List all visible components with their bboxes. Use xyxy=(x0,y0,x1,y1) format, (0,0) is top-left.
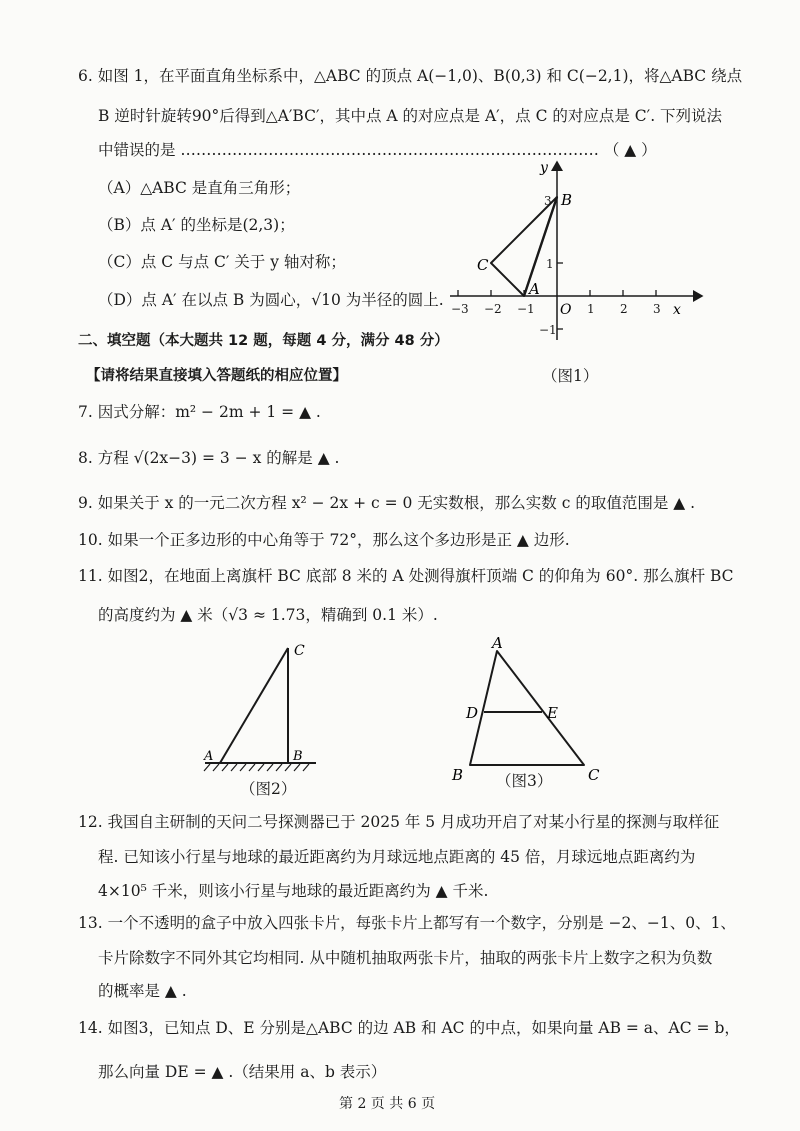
point-b-label: B xyxy=(293,749,303,764)
point-c-label: C xyxy=(294,643,305,659)
x-tick-label: −2 xyxy=(484,302,502,316)
q6-option-a: （A）△ABC 是直角三角形； xyxy=(98,179,301,197)
section-title: 二、填空题（本大题共 12 题，每题 4 分，满分 48 分） xyxy=(78,333,449,349)
triangle-abc xyxy=(491,197,557,296)
figure-2-flagpole xyxy=(190,636,330,776)
y-axis-label: y xyxy=(540,160,548,176)
q14-line1: 14. 如图3，已知点 D、E 分别是△ABC 的边 AB 和 AC 的中点，如果向量 AB = a、AC = b， xyxy=(78,1019,740,1037)
point-e-label: E xyxy=(547,704,558,722)
point-d-label: D xyxy=(466,704,479,722)
q6-line1: 6. 如图 1，在平面直角坐标系中，△ABC 的顶点 A(−1,0)、B(0,3) 和 C(−2,1)，将△ABC 绕点 xyxy=(78,67,743,85)
q11-line2: 的高度约为 ▲ 米（√3 ≈ 1.73，精确到 0.1 米）. xyxy=(98,606,438,624)
q13-line1: 13. 一个不透明的盒子中放入四张卡片，每张卡片上都写有一个数字，分别是 −2、−1、0、1、 xyxy=(78,914,736,932)
x-tick-label: 2 xyxy=(620,302,628,316)
figure-3-caption: （图3） xyxy=(496,772,553,790)
figure-3-triangle xyxy=(440,634,610,784)
q7: 7. 因式分解：m² − 2m + 1 = ▲ . xyxy=(78,403,321,421)
triangle-abc xyxy=(470,651,584,765)
q8: 8. 方程 √(2x−3) = 3 − x 的解是 ▲ . xyxy=(78,449,340,467)
point-a-label: A xyxy=(492,634,503,652)
q6-option-b: （B）点 A′ 的坐标是(2,3)； xyxy=(98,216,295,234)
q6-line3: 中错误的是 ……………………………………………………………………… （ ▲ ） xyxy=(98,141,657,159)
q6-option-c: （C）点 C 与点 C′ 关于 y 轴对称； xyxy=(98,253,346,271)
x-axis-label: x xyxy=(673,302,681,318)
q12-line2: 程. 已知该小行星与地球的最近距离约为月球远地点距离的 45 倍，月球远地点距离约为 xyxy=(98,848,696,866)
q10: 10. 如果一个正多边形的中心角等于 72°，那么这个多边形是正 ▲ 边形. xyxy=(78,531,570,549)
q9: 9. 如果关于 x 的一元二次方程 x² − 2x + c = 0 无实数根，那么实数 c 的取值范围是 ▲ . xyxy=(78,494,696,512)
q6-line2: B 逆时针旋转90°后得到△A′BC′，其中点 A 的对应点是 A′，点 C 的对应点是 C′. 下列说法 xyxy=(98,107,723,125)
q13-line3: 的概率是 ▲ . xyxy=(98,982,187,1000)
point-b-label: B xyxy=(561,191,573,209)
x-tick-label: −3 xyxy=(451,302,469,316)
y-tick-label: 3 xyxy=(544,194,552,208)
q14-line2: 那么向量 DE = ▲ .（结果用 a、b 表示） xyxy=(98,1063,387,1081)
q13-line2: 卡片除数字不同外其它均相同. 从中随机抽取两张卡片，抽取的两张卡片上数字之积为负数 xyxy=(98,949,713,967)
figure-2-caption: （图2） xyxy=(240,780,297,798)
figure-1-caption: （图1） xyxy=(542,367,599,385)
point-a-label: A xyxy=(204,749,214,764)
point-c-label: C xyxy=(477,256,489,274)
figure-1-coordinate-plane xyxy=(440,150,710,390)
y-tick-label: −1 xyxy=(539,323,557,337)
x-tick-label: −1 xyxy=(517,302,535,316)
x-tick-label: 1 xyxy=(587,302,595,316)
page-footer: 第 2 页 共 6 页 xyxy=(339,1096,436,1112)
x-tick-label: 3 xyxy=(653,302,661,316)
origin-label: O xyxy=(560,302,572,318)
q12-line1: 12. 我国自主研制的天问二号探测器已于 2025 年 5 月成功开启了对某小行星的探测与取样征 xyxy=(78,813,720,831)
point-c-label: C xyxy=(588,766,600,784)
section-note: 【请将结果直接填入答题纸的相应位置】 xyxy=(86,368,347,384)
y-tick-label: 1 xyxy=(546,257,554,271)
q11-line1: 11. 如图2，在地面上离旗杆 BC 底部 8 米的 A 处测得旗杆顶端 C 的仰角为 60°. 那么旗杆 BC xyxy=(78,567,734,585)
sight-line-ac xyxy=(220,648,288,763)
q12-line3: 4×10⁵ 千米，则该小行星与地球的最近距离约为 ▲ 千米. xyxy=(98,882,489,900)
point-b-label: B xyxy=(452,766,464,784)
q6-option-d: （D）点 A′ 在以点 B 为圆心，√10 为半径的圆上. xyxy=(98,291,444,309)
point-a-label: A xyxy=(529,280,540,298)
